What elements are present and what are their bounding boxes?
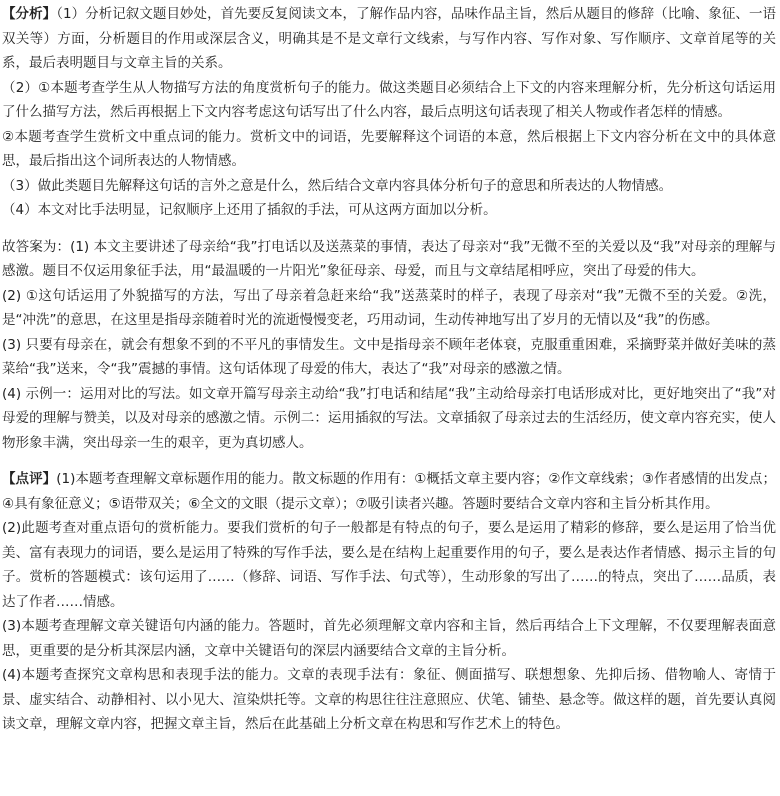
- analysis-paragraph-3: ②本题考查学生赏析文中重点词的能力。赏析文中的词语，先要解释这个词语的本意，然后根据上下文内容分析在文中的具体意思，最后指出这个词所表达的人物情感。: [2, 128, 776, 169]
- document-content: [2, 2, 776, 737]
- analysis-paragraph-2: （2）①本题考查学生从人物描写方法的角度赏析句子的能力。做这类题目必须结合上下文的内容来理解分析，先分析这句话运用了什么描写方法，然后再根据上下文内容考虑这句话写出了什么内容，最后点明这句话表现了相关人物或作者怎样的情感。: [2, 79, 776, 120]
- comment-label: 【点评】: [2, 471, 57, 487]
- analysis-text-1: （1）分析记叙文题目妙处，首先要反复阅读文本，了解作品内容，品味作品主旨，然后从题目的修辞（比喻、象征、一语双关等）方面，分析题目的作用或深层含义，明确其是不是文章行文线索，与写作内容、写作对象、写作顺序、文章首尾等的关系，最后表明题目与文章主旨的关系。: [2, 6, 776, 71]
- comment-paragraph-3: (3)本题考查理解文章关键语句内涵的能力。答题时，首先必须理解文章内容和主旨，然后再结合上下文理解，不仅要理解表面意思，更重要的是分析其深层内涵，文章中关键语句的深层内涵要结合文章的主旨分析。: [2, 618, 776, 659]
- analysis-paragraph-5: （4）本文对比手法明显，记叙顺序上还用了插叙的手法，可从这两方面加以分析。: [2, 202, 497, 218]
- comment-paragraph-4: (4)本题考查探究文章构思和表现手法的能力。文章的表现手法有：象征、侧面描写、联想想象、先抑后扬、借物喻人、寄情于景、虚实结合、动静相衬、以小见大、渲染烘托等。文章的构思往往注意照应、伏笔、铺垫、悬念等。做这样的题，首先要认真阅读文章，理解文章内容，把握文章主旨，然后在此基础上分析文章在构思和写作艺术上的特色。: [2, 667, 776, 732]
- comment-paragraph-1: [2, 467, 776, 516]
- comment-paragraph-2: (2)此题考查对重点语句的赏析能力。要我们赏析的句子一般都是有特点的句子，要么是运用了精彩的修辞，要么是运用了恰当优美、富有表现力的词语，要么是运用了特殊的写作手法，要么是在结构上起重要作用的句子，要么是表达作者情感、揭示主旨的句子。赏析的答题模式：该句运用了……（修辞、词语、写作手法、句式等），生动形象的写出了……的特点，突出了……品质，表达了作者……情感。: [2, 520, 776, 610]
- answer-paragraph-2: (2) ①这句话运用了外貌描写的方法，写出了母亲着急赶来给“我”送蒸菜时的样子，表现了母亲对“我”无微不至的关爱。②洗，是“冲洗”的意思，在这里是指母亲随着时光的流逝慢慢变老，巧用动词，生动传神地写出了岁月的无情以及“我”的伤感。: [2, 287, 776, 328]
- comment-section: [2, 467, 776, 737]
- answer-paragraph-3: (3) 只要有母亲在，就会有想象不到的不平凡的事情发生。文中是指母亲不顾年老体衰，克服重重困难，采摘野菜并做好美味的蒸菜给“我”送来，令“我”震撼的事情。这句话体现了母爱的伟大，表达了“我”对母亲的感激之情。: [2, 336, 776, 377]
- analysis-paragraph-1: [2, 2, 776, 76]
- comment-text-1: (1)本题考查理解文章标题作用的能力。散文标题的作用有：①概括文章主要内容；②作文章线索；③作者感情的出发点；④具有象征意义；⑤语带双关；⑥全文的文眼（提示文章）；⑦吸引读者兴趣。答题时要结合文章内容和主旨分析其作用。: [2, 471, 776, 512]
- answer-section: [2, 235, 776, 456]
- analysis-label: 【分析】: [2, 6, 57, 22]
- answer-paragraph-1: 故答案为：(1) 本文主要讲述了母亲给“我”打电话以及送蒸菜的事情，表达了母亲对“我”无微不至的关爱以及“我”对母亲的理解与感激。题目不仅运用象征手法，用“最温暖的一片阳光”象征母亲、母爱，而且与文章结尾相呼应，突出了母爱的伟大。: [2, 238, 776, 279]
- answer-paragraph-4: (4) 示例一：运用对比的写法。如文章开篇写母亲主动给“我”打电话和结尾“我”主动给母亲打电话形成对比，更好地突出了“我”对母爱的理解与赞美，以及对母亲的感激之情。示例二：运用插叙的写法。文章插叙了母亲过去的生活经历，使文章内容充实，使人物形象丰满，突出母亲一生的艰辛，更为真切感人。: [2, 385, 776, 451]
- analysis-section: [2, 2, 776, 223]
- analysis-paragraph-4: （3）做此类题目先解释这句话的言外之意是什么，然后结合文章内容具体分析句子的意思和所表达的人物情感。: [2, 177, 673, 194]
